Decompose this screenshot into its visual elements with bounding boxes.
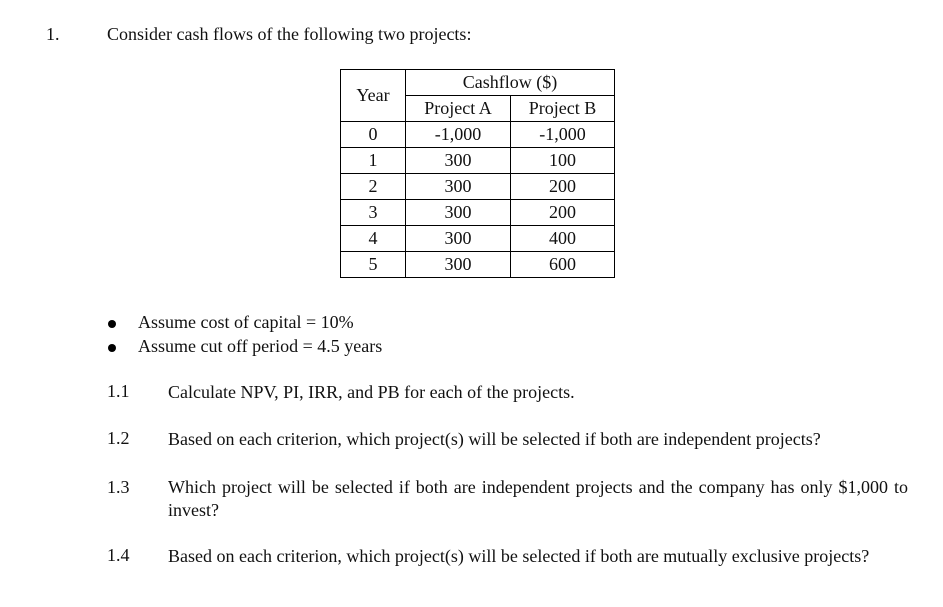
cashflow-table bbox=[340, 69, 615, 278]
assumption-cutoff-period: Assume cut off period = 4.5 years bbox=[138, 336, 383, 356]
subquestion-number: 1.4 bbox=[107, 545, 130, 565]
project-a-cell: 300 bbox=[406, 148, 511, 174]
subquestion-number: 1.3 bbox=[107, 477, 130, 497]
subquestion-text: Based on each criterion, which project(s) will be selected if both are independent projects? bbox=[168, 429, 821, 449]
project-a-cell: 300 bbox=[406, 252, 511, 278]
subquestion-number: 1.2 bbox=[107, 428, 130, 448]
project-b-cell: 200 bbox=[511, 200, 615, 226]
year-cell: 2 bbox=[341, 174, 406, 200]
year-cell: 3 bbox=[341, 200, 406, 226]
question-number: 1. bbox=[46, 24, 60, 44]
table-row bbox=[341, 174, 615, 200]
cashflow-header: Cashflow ($) bbox=[406, 70, 615, 96]
subquestion-text: Calculate NPV, PI, IRR, and PB for each of the projects. bbox=[168, 382, 575, 402]
table-row bbox=[341, 226, 615, 252]
table-row bbox=[341, 122, 615, 148]
year-cell: 5 bbox=[341, 252, 406, 278]
year-header: Year bbox=[341, 70, 406, 122]
project-a-cell: 300 bbox=[406, 174, 511, 200]
table-header-row bbox=[341, 70, 615, 96]
table-row bbox=[341, 148, 615, 174]
table-row bbox=[341, 252, 615, 278]
project-a-cell: 300 bbox=[406, 226, 511, 252]
project-a-cell: -1,000 bbox=[406, 122, 511, 148]
bullet-icon bbox=[108, 344, 116, 352]
bullet-icon bbox=[108, 320, 116, 328]
year-cell: 4 bbox=[341, 226, 406, 252]
project-b-cell: -1,000 bbox=[511, 122, 615, 148]
subquestion-text: Based on each criterion, which project(s) will be selected if both are mutually exclusive projects? bbox=[168, 546, 870, 566]
table-row bbox=[341, 200, 615, 226]
project-a-cell: 300 bbox=[406, 200, 511, 226]
project-b-cell: 400 bbox=[511, 226, 615, 252]
year-cell: 1 bbox=[341, 148, 406, 174]
subquestion-number: 1.1 bbox=[107, 381, 130, 401]
project-a-header: Project A bbox=[406, 96, 511, 122]
project-b-cell: 600 bbox=[511, 252, 615, 278]
subquestion-text: Which project will be selected if both are independent projects and the company has only $1,000 to invest? bbox=[168, 477, 908, 520]
project-b-cell: 200 bbox=[511, 174, 615, 200]
project-b-header: Project B bbox=[511, 96, 615, 122]
year-cell: 0 bbox=[341, 122, 406, 148]
question-intro: Consider cash flows of the following two projects: bbox=[107, 24, 472, 44]
assumption-cost-of-capital: Assume cost of capital = 10% bbox=[138, 312, 354, 332]
project-b-cell: 100 bbox=[511, 148, 615, 174]
